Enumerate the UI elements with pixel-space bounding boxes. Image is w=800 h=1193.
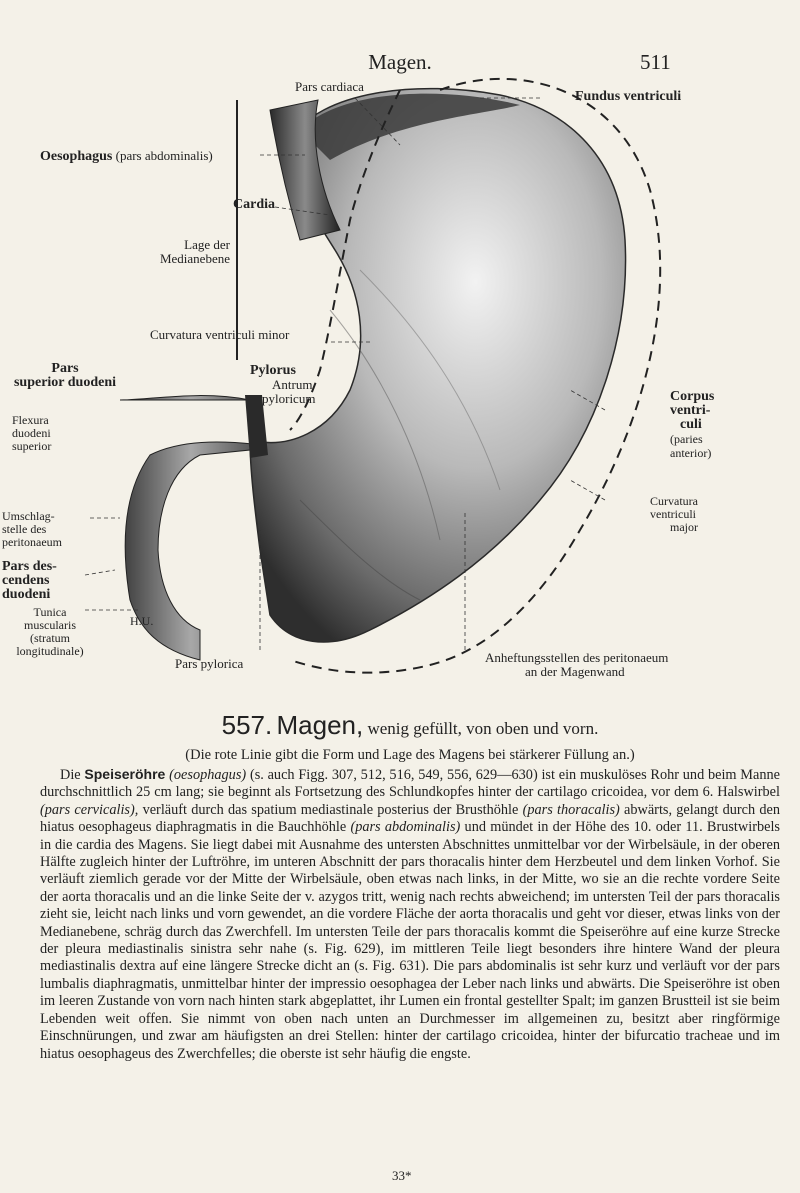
label-tunica-line-1: Tunica (33, 605, 67, 619)
label-corpus-line-1: Corpus (670, 389, 715, 404)
body-segment-d: und mündet in der Höhe des 10. oder 11. Brustwirbels in die cardia des Magens. Sie liegt dabei mit Ausnahme des untersten Abschnittes unmittelbar vor der Wirbelsäule, in der oberen Hälfte zugleich hinter der Luftröhre, im unteren Abschnitt der pars thoracalis hinter dem Herzbeutel und dem linken Vorhof. Sie verläuft ziemlich gerade vor der Mitte der Wirbelsäule, oben etwas nach links, in der Mitte, wo sie an die rechte vordere Seite der aorta thoracalis und an die linke Seite der v. azygos tritt, wenig nach rechts abweichend; im untersten Teil der pars thoracalis zieht sie, leicht nach links und vorn gewendet, an die vordere Fläche der aorta thoracalis und geht vor dieser, etwas links von der Medianebene, schräg durch das Zwerchfell. Im untersten Teile der pars thoracalis kommt die Speiseröhre auf eine kurze Strecke der pleura mediastinalis sinistra sehr nahe (s. Fig. 629), im mittleren Teile liegt besonders ihre hintere Wand der pleura mediastinalis dextra auf eine längere Strecke dicht an (s. Fig. 631). Die pars abdominalis ist sehr kurz und verläuft vor der pars lumbalis diaphragmatis, unmittelbar hinter der impressio oesophagea der Leber nach links und abwärts. Die Speiseröhre ist oben im leeren Zustande von vorn nach hinten stark abgeplattet, ihr Lumen ein frontal gestellter Spalt; im ganzen Brustteil ist sie beim Lebenden weit offen. Sie nimmt von oben nach unten an Durchmesser im allgemeinen zu, besitzt aber ringförmige Einschnürungen, und zwar am häufigsten an drei Stellen: hinter der cartilago cricoidea, hinter der bifurcatio tracheae und im hiatus oesophageus des Zwerchfelles; die oberste ist sehr häufig die engste. (40, 819, 780, 1062)
label-lage-line-2: Medianebene (159, 251, 230, 266)
label-pylorus: Pylorus (250, 363, 296, 378)
figure-note: (Die rote Linie gibt die Form und Lage des Magens bei stärkerer Füllung an.) (185, 747, 635, 763)
body-term-latin: (oesophagus) (169, 767, 247, 783)
figure-caption-title (40, 710, 780, 741)
body-segment-b: verläuft durch das spatium mediastinale posterius der Brusthöhle (142, 801, 519, 818)
label-hu: H.U. (130, 614, 154, 628)
label-corpus (670, 390, 714, 460)
label-pars-superior-line-1: Pars (51, 361, 79, 376)
sheet-signature: 33* (392, 1168, 412, 1183)
label-antrum-line-2: pyloricum (262, 391, 316, 406)
label-fundus: Fundus ventriculi (575, 89, 682, 104)
label-cardia: Cardia (233, 197, 275, 212)
figure-title-rest: wenig gefüllt, von oben und vorn. (367, 719, 599, 738)
body-term-cervicalis: (pars cervicalis), (40, 801, 139, 818)
figure-title-word: Magen, (276, 710, 364, 740)
label-umschlag-line-1: Umschlag- (2, 509, 55, 523)
label-pars-superior (10, 362, 120, 390)
body-segment-a: (s. auch Figg. 307, 512, 516, 549, 556, 629—630) ist ein muskulöses Rohr und beim Manne durchschnittlich 25 cm lang; sie beginnt als Fortsetzung des Schlundkopfes hinter der cartilago cricoidea, vor dem 6. Halswirbel (40, 767, 781, 801)
text-area (40, 710, 780, 1063)
label-antrum-line-1: Antrum (272, 377, 313, 392)
label-flexura (12, 414, 51, 453)
label-flexura-line-3: superior (12, 439, 52, 453)
label-corpus-line-5: anterior) (670, 446, 712, 460)
figure-number: 557. (221, 710, 273, 740)
label-flexura-line-2: duodeni (12, 426, 51, 440)
label-lage (144, 238, 230, 266)
label-pars-descendens (2, 560, 57, 602)
label-curvatura-major (650, 495, 698, 534)
label-tunica (2, 606, 98, 658)
label-pars-desc-line-2: cendens (2, 573, 50, 588)
label-oesophagus-rest: (pars abdominalis) (115, 148, 213, 163)
label-pars-desc-line-1: Pars des- (2, 559, 57, 574)
body-term-thoracalis: (pars thoracalis) (522, 801, 620, 818)
label-tunica-line-4: longitudinale) (16, 644, 84, 658)
label-pars-cardiaca: Pars cardiaca (295, 79, 364, 94)
label-lage-line-1: Lage der (184, 237, 230, 252)
label-pars-desc-line-3: duodeni (2, 587, 51, 602)
label-curv-major-line-3: major (670, 520, 698, 534)
label-umschlag (2, 510, 62, 549)
label-curv-major-line-2: ventriculi (650, 507, 696, 521)
label-anheft-line-1: Anheftungsstellen des peritonaeum (485, 650, 669, 665)
running-header-title: Magen. (368, 50, 432, 74)
label-tunica-line-3: (stratum (30, 631, 70, 645)
label-pars-pylorica: Pars pylorica (175, 656, 244, 671)
label-umschlag-line-2: stelle des (2, 522, 47, 536)
body-term-abdominalis: (pars abdominalis) (350, 819, 461, 836)
body-paragraph (40, 766, 780, 1063)
page-number: 511 (640, 50, 671, 74)
label-corpus-line-3: culi (680, 417, 702, 432)
body-term: Speiseröhre (84, 766, 166, 782)
label-flexura-line-1: Flexura (12, 413, 49, 427)
label-oesophagus-bold: Oesophagus (40, 149, 113, 164)
label-curv-major-line-1: Curvatura (650, 494, 698, 508)
label-oesophagus (40, 149, 213, 164)
label-corpus-line-2: ventri- (670, 403, 711, 418)
label-corpus-line-4: (paries (670, 432, 703, 446)
label-tunica-line-2: muscularis (24, 618, 76, 632)
label-anheft-line-2: an der Magenwand (525, 664, 625, 679)
label-antrum (262, 378, 315, 406)
label-pars-superior-line-2: superior duodeni (13, 375, 117, 390)
body-lead: Die (60, 767, 81, 783)
stomach-figure (0, 70, 800, 710)
label-umschlag-line-3: peritonaeum (2, 535, 62, 549)
body-segment-c: abwärts, gelangt durch den hiatus oesophageus diaphragmatis in die Bauchhöhle (40, 801, 781, 836)
label-curvatura-minor: Curvatura ventriculi minor (150, 327, 290, 342)
label-anheftungsstellen (485, 651, 668, 679)
